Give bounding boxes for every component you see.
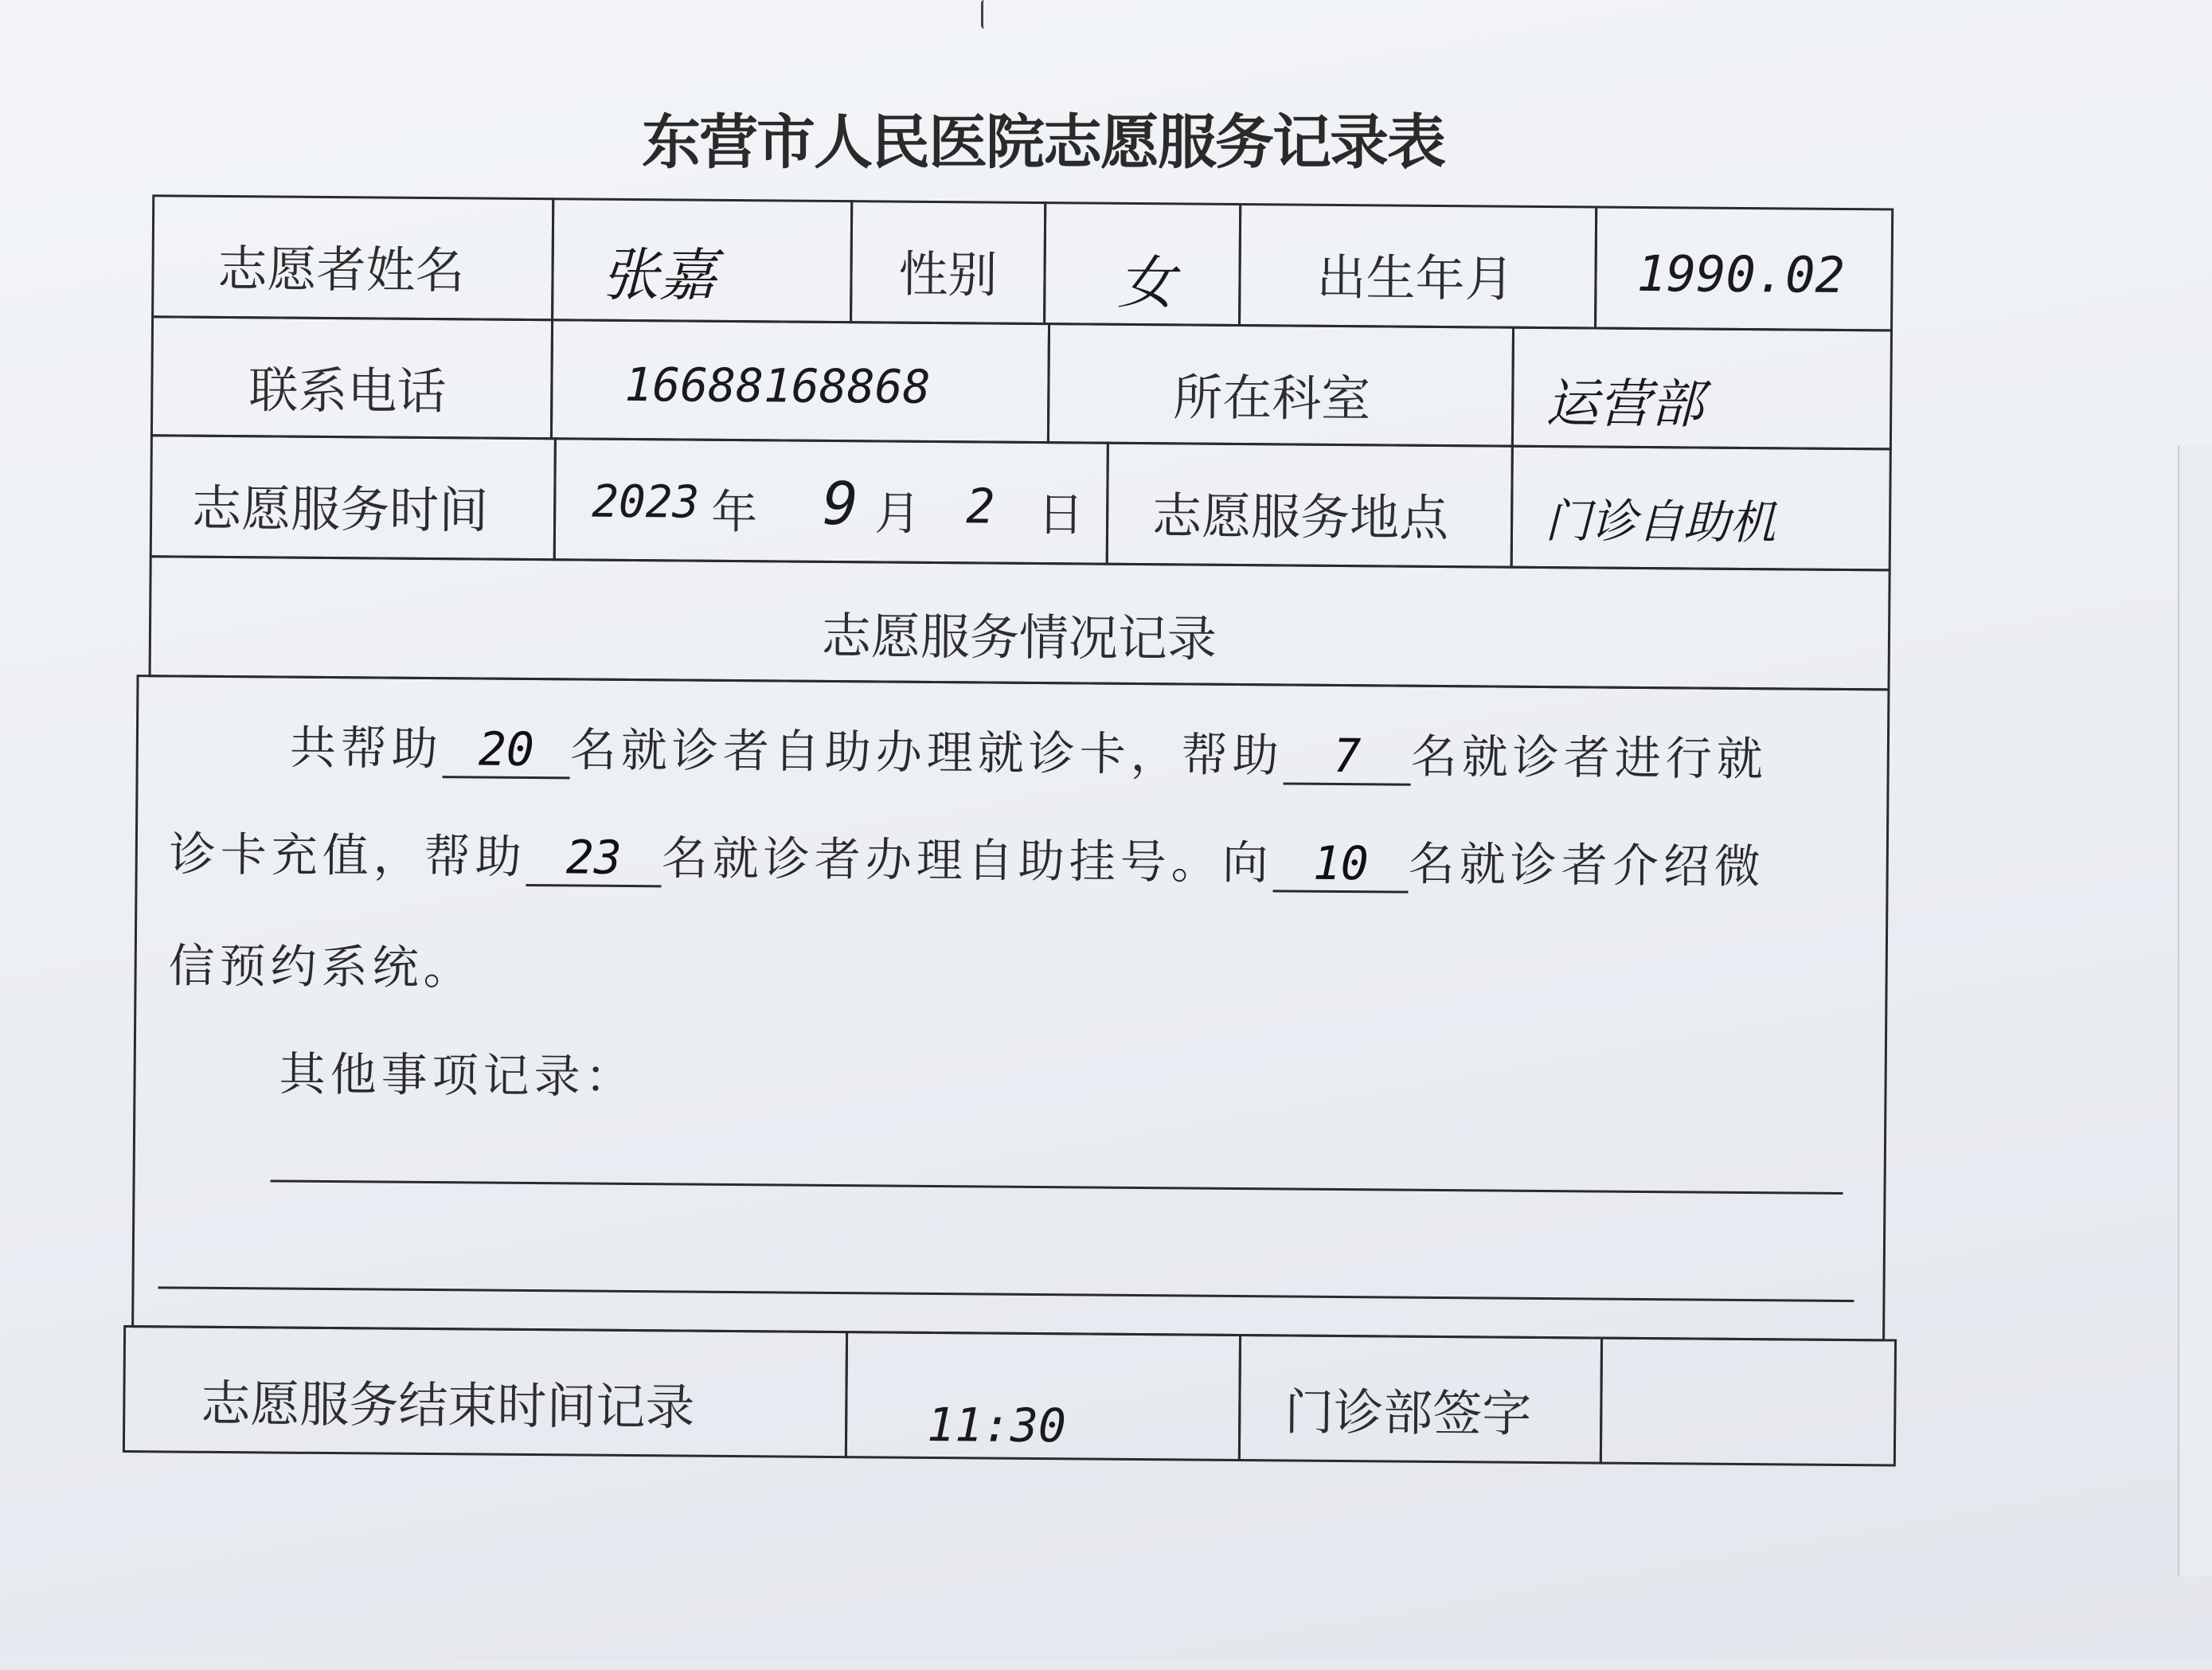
gender-value: 女 <box>1117 248 1175 317</box>
date-year: 2023 <box>592 475 700 529</box>
other-line-2 <box>158 1286 1854 1302</box>
other-label: 其他事项记录： <box>279 1046 636 1105</box>
end-value-cell <box>845 1331 1241 1461</box>
para-text-1: 共帮助 <box>289 720 444 776</box>
record-line-1 <box>290 710 1768 789</box>
gender-label-cell <box>850 200 1046 325</box>
end-label-cell <box>123 1325 848 1458</box>
record-header-cell <box>149 555 1891 690</box>
name-value-cell <box>551 198 853 323</box>
dept-value-cell <box>1511 327 1893 451</box>
time-value-cell <box>553 437 1109 565</box>
phone-value: 16688168868 <box>624 357 931 414</box>
dept-value: 运营部 <box>1545 373 1704 436</box>
birth-label-cell <box>1238 203 1597 330</box>
gender-label: 性别 <box>898 244 998 304</box>
dept-label: 所在科室 <box>1173 368 1371 428</box>
sign-label-cell <box>1238 1334 1603 1465</box>
date-month: 9 <box>822 469 859 539</box>
name-value: 张嘉 <box>601 241 717 309</box>
para-text-2: 名就诊者自助办理就诊卡，帮助 <box>569 722 1284 783</box>
date-day-unit: 日 <box>1037 487 1085 542</box>
patients-wechat-count: 10 <box>1272 835 1409 893</box>
form-title: 东营市人民医院志愿服务记录表 <box>642 108 1444 177</box>
sign-label: 门诊部签字 <box>1284 1383 1532 1443</box>
record-line-3 <box>168 928 475 997</box>
para-text-6: 名就诊者介绍微 <box>1408 836 1766 894</box>
patients-recharge-count: 7 <box>1284 728 1412 785</box>
date-day: 2 <box>965 479 995 535</box>
dept-label-cell <box>1047 323 1514 448</box>
place-value-cell <box>1510 445 1892 572</box>
patients-card-count: 20 <box>443 722 571 779</box>
birth-value-cell <box>1594 205 1893 331</box>
place-label-cell <box>1106 442 1514 569</box>
name-label: 志愿者姓名 <box>217 239 465 300</box>
other-line-1 <box>271 1179 1843 1195</box>
sign-value-cell[interactable] <box>1600 1337 1897 1467</box>
date-month-unit: 月 <box>873 486 921 541</box>
time-label-cell <box>150 434 557 561</box>
phone-label: 联系电话 <box>248 361 447 421</box>
para-text-5: 名就诊者办理自助挂号。向 <box>661 831 1274 890</box>
end-value: 11:30 <box>926 1397 1067 1453</box>
phone-value-cell <box>550 319 1050 444</box>
end-label: 志愿服务结束时间记录 <box>201 1374 695 1437</box>
para-text-7: 信预约系统。 <box>168 938 475 995</box>
place-value: 门诊自助机 <box>1544 494 1776 550</box>
para-text-4: 诊卡充值，帮助 <box>169 827 527 884</box>
birth-label: 出生年月 <box>1316 248 1514 308</box>
phone-label-cell <box>150 315 553 440</box>
time-label: 志愿服务时间 <box>191 479 489 540</box>
date-year-unit: 年 <box>710 484 758 540</box>
record-body-cell <box>131 675 1890 1341</box>
gender-value-cell <box>1043 201 1241 327</box>
record-line-2 <box>169 816 1765 896</box>
para-text-3: 名就诊者进行就 <box>1410 729 1768 787</box>
record-header: 志愿服务情况记录 <box>821 606 1217 668</box>
birth-value: 1990.02 <box>1636 244 1846 304</box>
place-label: 志愿服务地点 <box>1151 487 1449 548</box>
name-label-cell <box>151 194 554 321</box>
patients-registration-count: 23 <box>526 830 662 887</box>
